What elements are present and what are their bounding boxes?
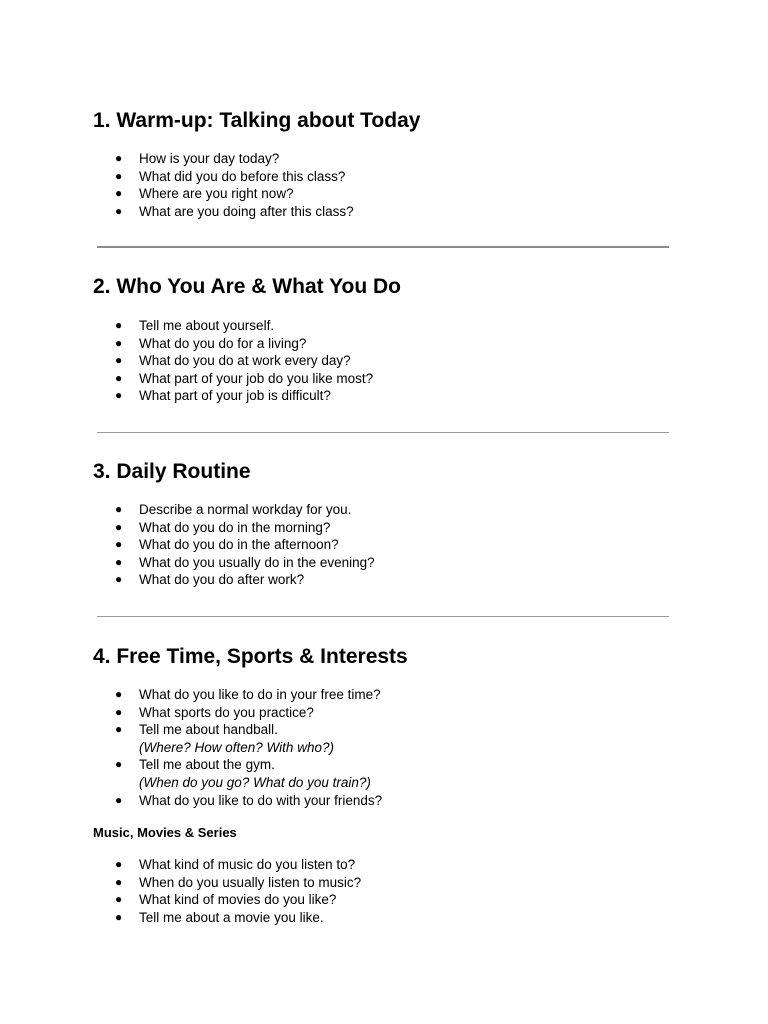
section-3-title: 3. Daily Routine [93,460,251,483]
bullet-icon: ● [115,857,123,871]
list-item-note: (When do you go? What do you train?) [139,774,371,790]
bullet-icon: ● [115,203,123,218]
section-2-list [93,317,373,405]
subsection-list [93,856,361,926]
section-1-list [93,150,354,220]
bullet-icon: ● [115,353,123,368]
list-item: ● What do you like to do with your friends? [115,792,383,808]
bullet-icon: ● [115,151,123,165]
list-item: ● What do you like to do in your free time? [115,687,381,702]
bullet-icon: ● [115,388,123,403]
bullet-icon: ● [115,519,123,534]
bullet-icon: ● [115,722,123,737]
list-item: ● What kind of movies do you like? [115,892,337,908]
list-item: ● What kind of music do you listen to? [115,857,356,872]
bullet-icon: ● [115,792,123,807]
list-item: ● What sports do you practice? [115,704,314,720]
bullet-icon: ● [115,909,123,924]
list-item: ● What do you do at work every day? [115,353,351,369]
bullet-icon: ● [115,704,123,719]
bullet-icon: ● [115,687,123,701]
list-item: ● When do you usually listen to music? [115,874,362,890]
section-divider [97,616,669,617]
bullet-icon: ● [115,186,123,201]
list-item: ● How is your day today? [115,151,280,166]
section-3-list [93,501,375,589]
bullet-icon: ● [115,502,123,516]
list-item: ● Tell me about a movie you like. [115,909,324,925]
list-item: ● What do you usually do in the evening? [115,554,375,570]
bullet-icon: ● [115,335,123,350]
section-divider [97,246,669,248]
section-1-title: 1. Warm-up: Talking about Today [93,109,421,132]
list-item: ● Describe a normal workday for you. [115,502,352,517]
section-2-title: 2. Who You Are & What You Do [93,275,401,298]
subsection-title: Music, Movies & Series [93,825,237,840]
section-divider [97,432,669,433]
list-item: ● Tell me about yourself. [115,318,275,333]
bullet-icon: ● [115,537,123,552]
list-item: ● What do you do in the afternoon? [115,537,339,553]
list-item: ● What do you do in the morning? [115,519,331,535]
list-item: ● What did you do before this class? [115,168,346,184]
list-item: ● What part of your job do you like most? [115,370,374,386]
list-item: ● What are you doing after this class? [115,203,354,219]
list-item: ● What do you do after work? [115,572,305,588]
bullet-icon: ● [115,572,123,587]
bullet-icon: ● [115,554,123,569]
list-item: ● Tell me about the gym. (When do you go? What do you train?) [93,756,382,791]
section-4-list [93,686,382,809]
list-item: ● Tell me about handball. (Where? How often? With who?) [93,721,382,756]
list-item: ● Where are you right now? [115,186,294,202]
list-item: ● What do you do for a living? [115,335,307,351]
section-4-title: 4. Free Time, Sports & Interests [93,645,408,668]
bullet-icon: ● [115,370,123,385]
bullet-icon: ● [115,892,123,907]
bullet-icon: ● [115,757,123,772]
bullet-icon: ● [115,168,123,183]
bullet-icon: ● [115,318,123,332]
list-item-note: (Where? How often? With who?) [139,739,334,755]
list-item: ● What part of your job is difficult? [115,388,331,404]
bullet-icon: ● [115,874,123,889]
